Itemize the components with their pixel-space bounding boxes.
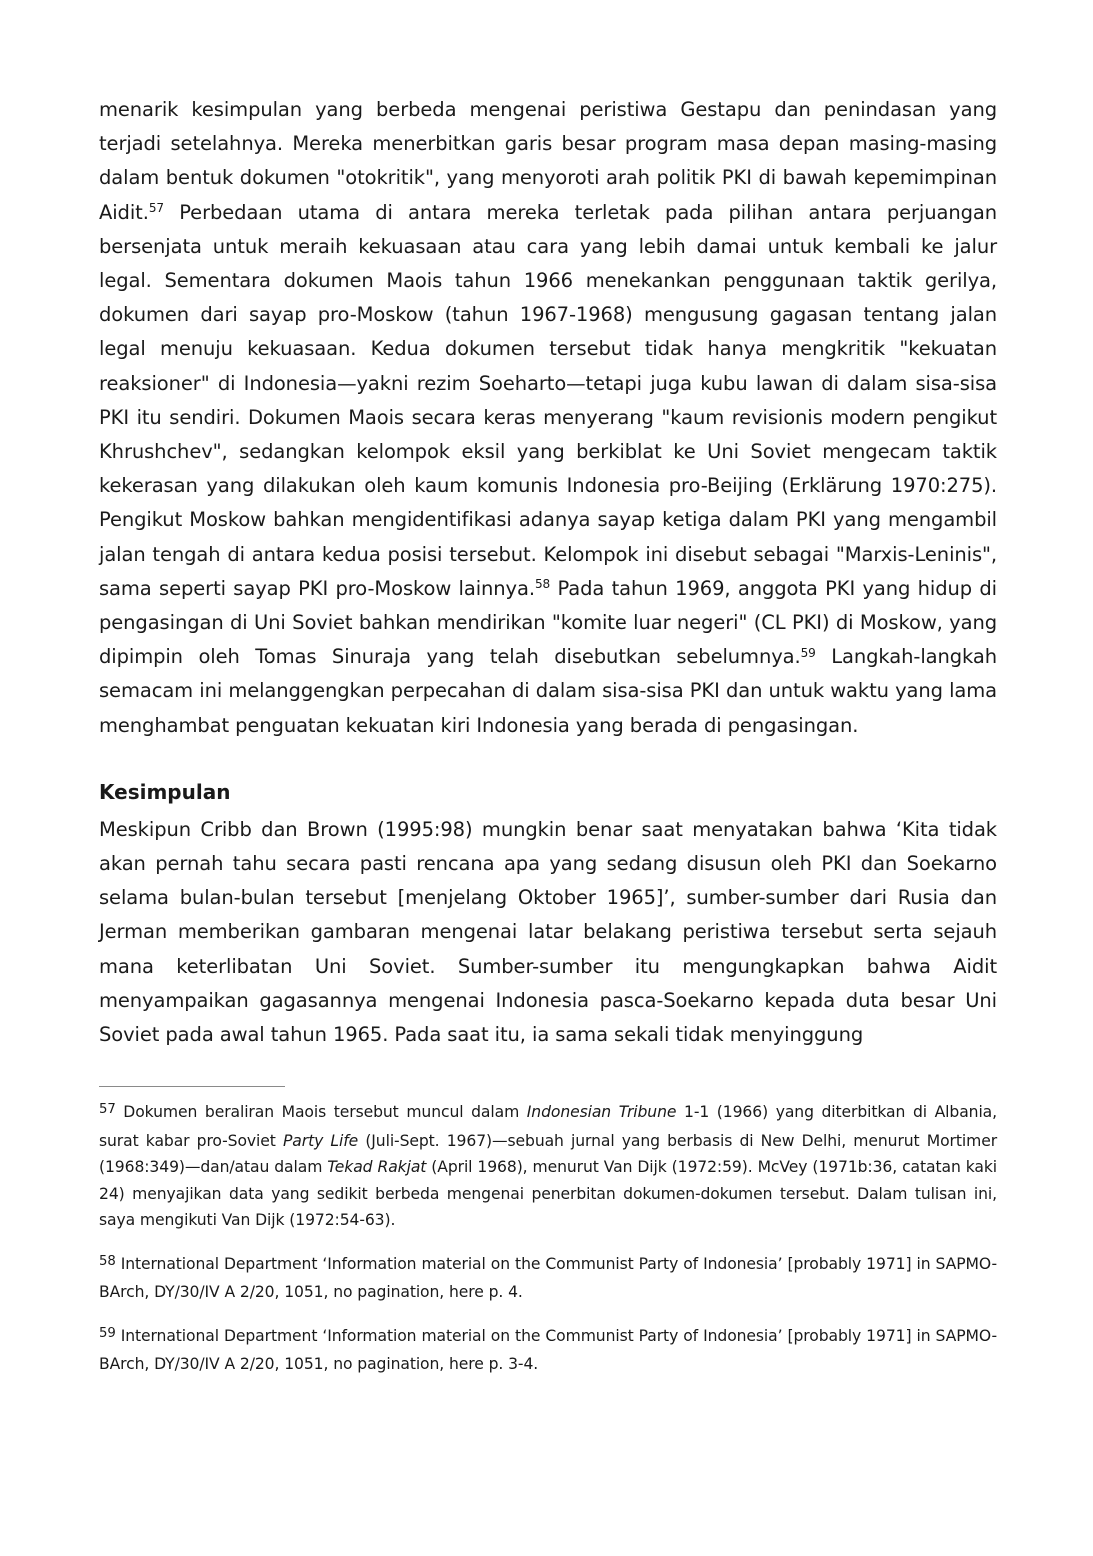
footnote-57 (99, 1099, 997, 1234)
footnote-ref-58[interactable]: 58 (534, 577, 551, 592)
paragraph-text: Perbedaan utama di antara mereka terletak pada pilihan antara perjuangan bersenjata untuk meraih kekuasaan atau cara yang lebih damai untuk kembali ke jalur legal. Sementara dokumen Maois tahun 1966 menekankan penggunaan taktik gerilya, dokumen dari sayap pro-Moskow (tahun 1967-1968) mengusung gagasan tentang jalan legal menuju kekuasaan. Kedua dokumen tersebut tidak hanya mengkritik "kekuatan reaksioner" di Indonesia—yakni rezim Soeharto—tetapi juga kubu lawan di dalam sisa-sisa PKI itu sendiri. Dokumen Maois secara keras menyerang "kaum revisionis modern pengikut Khrushchev", sedangkan kelompok eksil yang berkiblat ke Uni Soviet mengecam taktik kekerasan yang dilakukan oleh kaum komunis Indonesia pro-Beijing (Erklärung 1970:275). Pengikut Moskow bahkan mengidentifikasi adanya sayap ketiga dalam PKI yang mengambil jalan tengah di antara kedua posisi tersebut. Kelompok ini disebut sebagai "Marxis-Leninis", sama seperti sayap PKI pro-Moskow lainnya. (99, 200, 997, 600)
body-paragraph-2: Meskipun Cribb dan Brown (1995:98) mungkin benar saat menyatakan bahwa ‘Kita tidak akan pernah tahu secara pasti rencana apa yang sedang disusun oleh PKI dan Soekarno selama bulan-bulan tersebut [menjelang Oktober 1965]’, sumber-sumber dari Rusia dan Jerman memberikan gambaran mengenai latar belakang peristiwa tersebut serta sejauh mana keterlibatan Uni Soviet. Sumber-sumber itu mengungkapkan bahwa Aidit menyampaikan gagasannya mengenai Indonesia pasca-Soekarno kepada duta besar Uni Soviet pada awal tahun 1965. Pada saat itu, ia sama sekali tidak menyinggung (99, 817, 997, 1047)
footnote-number: 58 (99, 1253, 116, 1269)
publication-title: Party Life (283, 1131, 359, 1150)
footnote-text: (Juli-Sept. 1967)—sebuah jurnal yang berbasis di New Delhi, menurut Mortimer (1968:349)—dan/atau dalam (99, 1131, 998, 1177)
footnote-ref-59[interactable]: 59 (800, 645, 816, 660)
section-heading: Kesimpulan (99, 779, 231, 804)
body-paragraph-1 (99, 93, 997, 743)
footnote-58 (99, 1251, 997, 1306)
footnote-text: (April 1968), menurut Van Dijk (1972:59). McVey (1971b:36, catatan kaki 24) menyajikan data yang sedikit berbeda mengenai penerbitan dokumen-dokumen tersebut. Dalam tulisan ini, saya mengikuti Van Dijk (1972:54-63). (99, 1158, 998, 1230)
paragraph-text: menarik kesimpulan yang berbeda mengenai peristiwa Gestapu dan penindasan yang terjadi setelahnya. Mereka menerbitkan garis besar program masa depan masing-masing dalam bentuk dokumen "otokritik", yang menyoroti arah politik PKI di bawah kepemimpinan Aidit. (99, 98, 997, 224)
publication-title: Tekad Rakjat (327, 1158, 427, 1177)
footnote-number: 59 (99, 1325, 116, 1341)
paragraph-text: Langkah-langkah semacam ini melanggengkan perpecahan di dalam sisa-sisa PKI dan untuk waktu yang lama menghambat penguatan kekuatan kiri Indonesia yang berada di pengasingan. (99, 645, 997, 737)
footnote-divider (99, 1086, 285, 1087)
footnote-text: 1-1 (1966) yang diterbitkan di Albania, surat kabar pro-Soviet (99, 1103, 997, 1150)
footnote-59 (99, 1323, 997, 1378)
paragraph-text: Pada tahun 1969, anggota PKI yang hidup di pengasingan di Uni Soviet bahkan mendirikan "komite luar negeri" (CL PKI) di Moskow, yang dipimpin oleh Tomas Sinuraja yang telah disebutkan sebelumnya. (99, 576, 998, 669)
publication-title: Indonesian Tribune (526, 1103, 677, 1122)
footnote-text: International Department ‘Information material on the Communist Party of Indonesia’ [probably 1971] in SAPMO-BArch, DY/30/IV A 2/20, 1051, no pagination, here p. 3-4. (99, 1326, 997, 1374)
footnote-number: 57 (99, 1102, 116, 1118)
footnotes (99, 1099, 997, 1378)
footnote-text: Dokumen beraliran Maois tersebut muncul dalam (115, 1103, 527, 1122)
document-page (99, 93, 997, 1395)
footnote-text: International Department ‘Information material on the Communist Party of Indonesia’ [probably 1971] in SAPMO-BArch, DY/30/IV A 2/20, 1051, no pagination, here p. 4. (99, 1254, 997, 1302)
footnote-ref-57[interactable]: 57 (148, 200, 164, 215)
